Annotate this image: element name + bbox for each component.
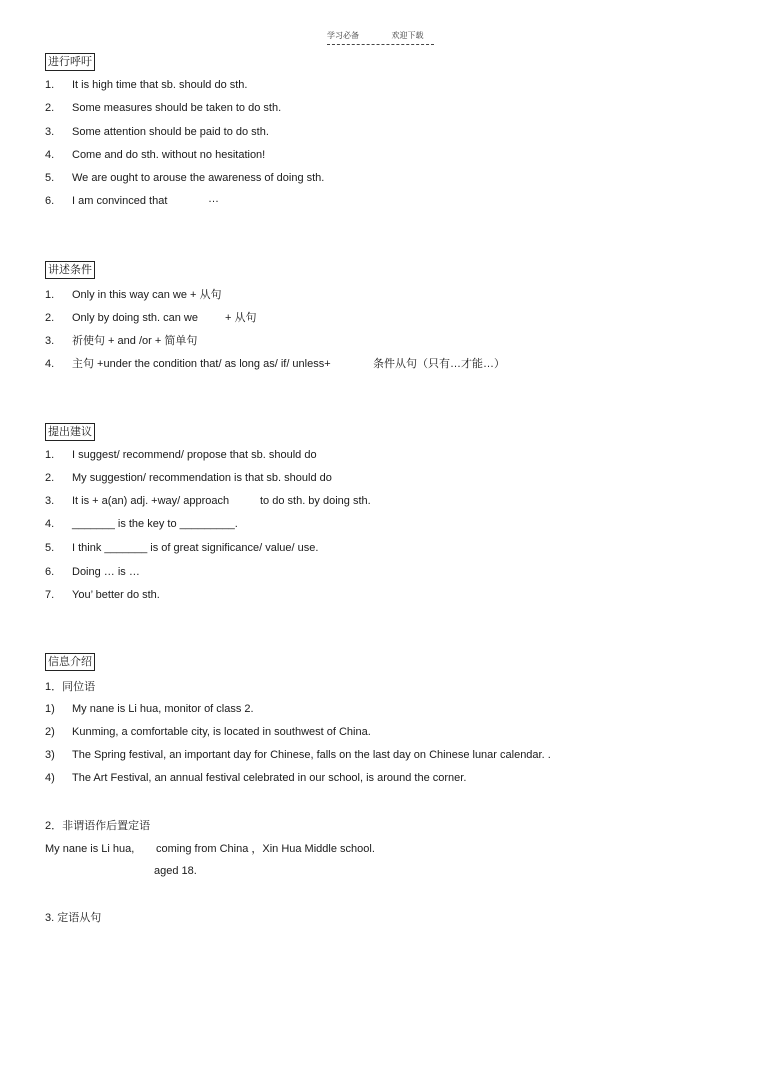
item-text: My suggestion/ recommendation is that sb. should do <box>72 472 332 484</box>
item-number: 3) <box>45 749 55 761</box>
item-text: The Art Festival, an annual festival celebrated in our school, is around the corner. <box>72 772 467 784</box>
item-number: 3. <box>45 335 55 347</box>
item-number: 1. <box>45 289 55 301</box>
item-text: Some attention should be paid to do sth. <box>72 126 269 138</box>
section-title: 讲述条件 <box>45 261 95 279</box>
item-number: 1) <box>45 703 55 715</box>
example-text: coming from China ，Xin Hua Middle school. <box>156 843 375 855</box>
item-number: 3. <box>45 126 55 138</box>
subsection-heading: 3. 定语从句 <box>45 912 102 924</box>
item-number: 2. <box>45 102 55 114</box>
header-left: 学习必备 <box>327 31 359 40</box>
item-text: Some measures should be taken to do sth. <box>72 102 282 114</box>
item-text: I think _______ is of great significance/ value/ use. <box>72 542 319 554</box>
item-text: I am convinced that <box>72 195 168 207</box>
item-number: 6. <box>45 566 55 578</box>
example-text: My nane is Li hua, <box>45 843 135 855</box>
header-right: 欢迎下载 <box>391 31 424 40</box>
item-number: 3. <box>45 495 55 507</box>
item-text: Doing … is … <box>72 566 140 578</box>
subsection-heading: 2．非谓语作后置定语 <box>45 820 151 832</box>
item-text: We are ought to arouse the awareness of doing sth. <box>72 172 325 184</box>
item-text: Only in this way can we + 从句 <box>72 289 222 301</box>
header-rule <box>327 44 434 45</box>
section-title: 信息介绍 <box>45 653 95 671</box>
page-header <box>327 30 454 41</box>
item-text: The Spring festival, an important day for Chinese, falls on the last day on Chinese lunar calendar. . <box>72 749 551 761</box>
example-text: aged 18. <box>154 865 197 877</box>
item-extra: 条件从句（只有…才能…） <box>373 358 505 370</box>
item-number: 2. <box>45 312 55 324</box>
item-extra: to do sth. by doing sth. <box>260 495 371 507</box>
item-text: 主句 +under the condition that/ as long as/ if/ unless+ <box>72 358 331 370</box>
item-number: 1. <box>45 79 55 91</box>
item-number: 5. <box>45 542 55 554</box>
item-text: I suggest/ recommend/ propose that sb. should do <box>72 449 317 461</box>
section-title: 提出建议 <box>45 423 95 441</box>
item-extra: … <box>208 193 219 205</box>
item-number: 5. <box>45 172 55 184</box>
item-number: 6. <box>45 195 55 207</box>
item-number: 4. <box>45 149 55 161</box>
item-number: 4. <box>45 518 55 530</box>
item-text: You’ better do sth. <box>72 589 160 601</box>
item-text: Come and do sth. without no hesitation! <box>72 149 266 161</box>
item-number: 1. <box>45 449 55 461</box>
item-text: It is high time that sb. should do sth. <box>72 79 248 91</box>
item-number: 4) <box>45 772 55 784</box>
item-number: 4. <box>45 358 55 370</box>
item-text: _______ is the key to _________. <box>72 518 238 530</box>
item-number: 2) <box>45 726 55 738</box>
item-text: My nane is Li hua, monitor of class 2. <box>72 703 254 715</box>
item-number: 2. <box>45 472 55 484</box>
section-title: 进行呼吁 <box>45 53 95 71</box>
subsection-heading: 1．同位语 <box>45 681 96 693</box>
item-extra: + 从句 <box>225 312 257 324</box>
item-text: It is + a(an) adj. +way/ approach <box>72 495 230 507</box>
item-number: 7. <box>45 589 55 601</box>
item-text: Only by doing sth. can we <box>72 312 198 324</box>
item-text: 祈使句 + and /or + 简单句 <box>72 335 198 347</box>
item-text: Kunming, a comfortable city, is located in southwest of China. <box>72 726 371 738</box>
